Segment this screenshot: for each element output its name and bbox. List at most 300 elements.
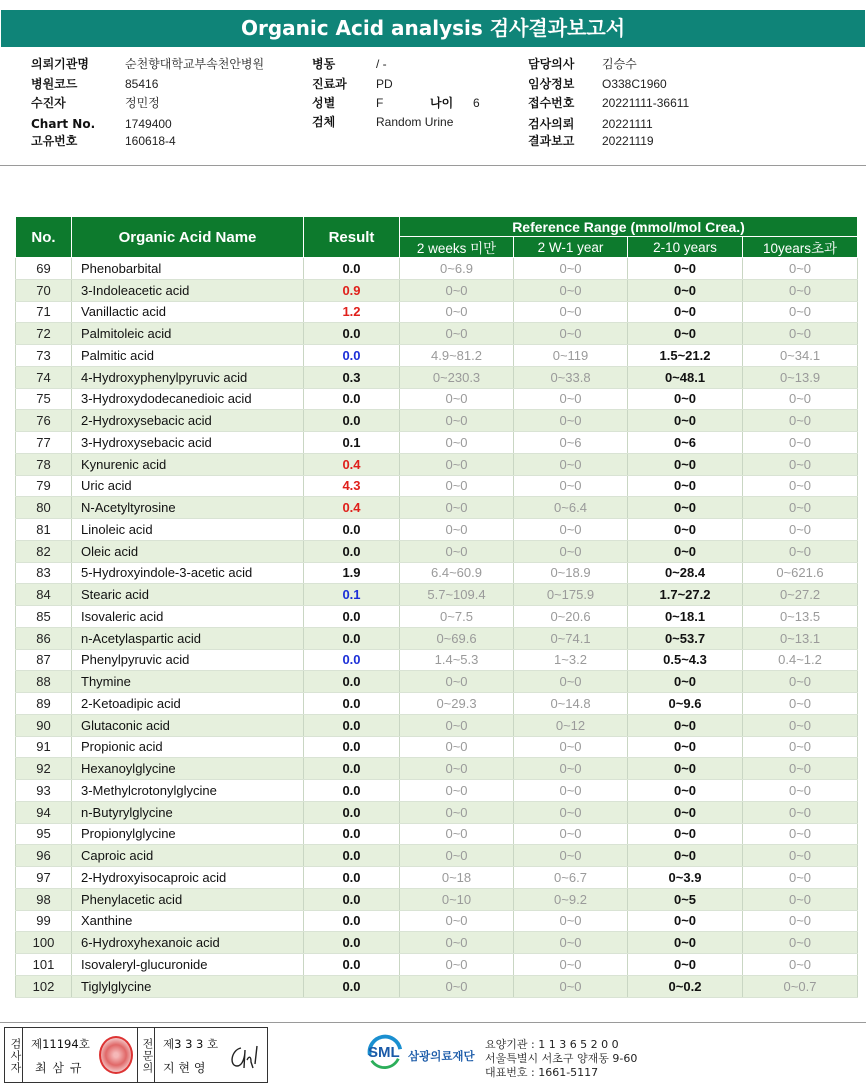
cell-range-1: 0~0 [400, 279, 514, 301]
cell-result: 0.0 [304, 519, 400, 541]
cell-range-4: 0~0 [743, 519, 858, 541]
cell-result: 0.0 [304, 736, 400, 758]
cell-result: 0.0 [304, 888, 400, 910]
info-label: 검사의뢰 [528, 117, 575, 131]
cell-result: 0.4 [304, 453, 400, 475]
table-row [16, 453, 858, 475]
cell-range-2: 0~33.8 [514, 366, 628, 388]
cell-range-1: 0~0 [400, 954, 514, 976]
cell-range-3: 0~0 [628, 671, 743, 693]
table-row [16, 584, 858, 606]
cell-range-4: 0~13.9 [743, 366, 858, 388]
cell-result: 0.0 [304, 758, 400, 780]
address-line: 서울특별시 서초구 양재동 9-60 [485, 1052, 638, 1065]
cell-result: 0.0 [304, 823, 400, 845]
cell-range-1: 0~0 [400, 758, 514, 780]
cell-no: 82 [16, 540, 72, 562]
table-row [16, 279, 858, 301]
cell-range-4: 0~0 [743, 867, 858, 889]
cell-range-1: 0~0 [400, 519, 514, 541]
cell-range-4: 0~0 [743, 388, 858, 410]
examiner-number: 제11194호 [31, 1037, 90, 1051]
cell-name: Vanillactic acid [72, 301, 304, 323]
age-label: 나이 [430, 96, 454, 110]
cell-range-1: 0~0 [400, 845, 514, 867]
cell-name: Kynurenic acid [72, 453, 304, 475]
cell-range-2: 0~0 [514, 279, 628, 301]
cell-no: 76 [16, 410, 72, 432]
cell-range-3: 0~9.6 [628, 693, 743, 715]
cell-result: 0.0 [304, 671, 400, 693]
cell-range-1: 0~0 [400, 714, 514, 736]
cell-name: Propionic acid [72, 736, 304, 758]
cell-range-3: 0~0 [628, 258, 743, 280]
cell-range-3: 0~48.1 [628, 366, 743, 388]
cell-range-2: 0~18.9 [514, 562, 628, 584]
table-row [16, 606, 858, 628]
cell-range-4: 0~0 [743, 845, 858, 867]
cell-range-3: 0~0 [628, 497, 743, 519]
cell-name: 2-Hydroxyisocaproic acid [72, 867, 304, 889]
cell-name: Palmitic acid [72, 345, 304, 367]
cell-range-3: 0~0 [628, 845, 743, 867]
cell-name: 4-Hydroxyphenylpyruvic acid [72, 366, 304, 388]
info-label: 담당의사 [528, 57, 575, 71]
cell-range-1: 0~0 [400, 736, 514, 758]
cell-range-1: 0~29.3 [400, 693, 514, 715]
col-header-range-2: 2 W-1 year [514, 237, 628, 258]
cell-name: Phenylpyruvic acid [72, 649, 304, 671]
cell-range-3: 0~0 [628, 823, 743, 845]
cell-name: Tiglylglycine [72, 975, 304, 997]
cell-no: 93 [16, 780, 72, 802]
cell-result: 0.0 [304, 693, 400, 715]
cell-range-1: 0~0 [400, 801, 514, 823]
info-value: F [376, 96, 384, 110]
cell-name: Uric acid [72, 475, 304, 497]
table-row [16, 975, 858, 997]
info-value: O338C1960 [602, 77, 667, 91]
info-label: 임상정보 [528, 77, 575, 91]
info-label: 접수번호 [528, 96, 575, 110]
results-table [15, 216, 858, 998]
cell-name: Isovaleryl-glucuronide [72, 954, 304, 976]
cell-range-3: 0~6 [628, 432, 743, 454]
cell-range-2: 0~0 [514, 323, 628, 345]
cell-name: 2-Ketoadipic acid [72, 693, 304, 715]
cell-no: 84 [16, 584, 72, 606]
cell-name: Linoleic acid [72, 519, 304, 541]
cell-range-4: 0~0 [743, 736, 858, 758]
cell-result: 0.0 [304, 345, 400, 367]
cell-result: 0.0 [304, 801, 400, 823]
cell-no: 91 [16, 736, 72, 758]
signature-icon [227, 1042, 263, 1072]
cell-name: Hexanoylglycine [72, 758, 304, 780]
cell-range-3: 0~5 [628, 888, 743, 910]
table-row [16, 258, 858, 280]
table-row [16, 954, 858, 976]
cell-range-2: 0~0 [514, 845, 628, 867]
cell-range-3: 0~0 [628, 910, 743, 932]
cell-name: Oleic acid [72, 540, 304, 562]
table-row [16, 301, 858, 323]
cell-range-3: 0~0 [628, 932, 743, 954]
info-label: 검체 [312, 115, 336, 129]
col-header-reference: Reference Range (mmol/mol Crea.) [400, 217, 858, 237]
cell-range-2: 0~0 [514, 540, 628, 562]
cell-no: 90 [16, 714, 72, 736]
cell-range-1: 0~0 [400, 388, 514, 410]
cell-result: 0.0 [304, 649, 400, 671]
cell-range-1: 0~0 [400, 910, 514, 932]
cell-no: 77 [16, 432, 72, 454]
cell-range-2: 0~0 [514, 975, 628, 997]
cell-result: 0.0 [304, 714, 400, 736]
cell-range-2: 0~12 [514, 714, 628, 736]
cell-range-2: 0~74.1 [514, 627, 628, 649]
cell-no: 78 [16, 453, 72, 475]
cell-result: 0.0 [304, 258, 400, 280]
cell-range-2: 0~119 [514, 345, 628, 367]
table-row [16, 497, 858, 519]
info-label: 병동 [312, 57, 336, 71]
cell-name: 3-Hydroxydodecanedioic acid [72, 388, 304, 410]
organization-name: 삼광의료재단 [408, 1051, 475, 1063]
cell-range-4: 0~0 [743, 497, 858, 519]
cell-range-3: 0~0 [628, 780, 743, 802]
cell-result: 0.0 [304, 845, 400, 867]
info-label: 의뢰기관명 [31, 57, 89, 71]
table-row [16, 867, 858, 889]
cell-range-3: 0.5~4.3 [628, 649, 743, 671]
cell-range-1: 0~0 [400, 671, 514, 693]
cell-no: 92 [16, 758, 72, 780]
col-header-range-1: 2 weeks 미만 [400, 237, 514, 258]
cell-range-3: 0~0 [628, 301, 743, 323]
info-value: 김승수 [602, 57, 637, 71]
cell-range-1: 0~0 [400, 497, 514, 519]
cell-result: 0.3 [304, 366, 400, 388]
specialist-number: 제3 3 3 호 [163, 1037, 219, 1051]
cell-no: 95 [16, 823, 72, 845]
cell-range-2: 0~6.7 [514, 867, 628, 889]
table-row [16, 671, 858, 693]
table-row [16, 714, 858, 736]
cell-range-1: 0~10 [400, 888, 514, 910]
cell-range-3: 1.7~27.2 [628, 584, 743, 606]
cell-name: Caproic acid [72, 845, 304, 867]
cell-range-2: 0~0 [514, 910, 628, 932]
cell-range-4: 0~27.2 [743, 584, 858, 606]
cell-range-1: 0~6.9 [400, 258, 514, 280]
table-row [16, 475, 858, 497]
cell-range-3: 0~28.4 [628, 562, 743, 584]
cell-range-4: 0~0 [743, 888, 858, 910]
cell-no: 99 [16, 910, 72, 932]
cell-range-4: 0~0 [743, 671, 858, 693]
cell-range-1: 0~0 [400, 410, 514, 432]
cell-range-4: 0~0 [743, 693, 858, 715]
cell-range-3: 0~0 [628, 279, 743, 301]
info-value: PD [376, 77, 393, 91]
cell-name: Isovaleric acid [72, 606, 304, 628]
signature-box [4, 1027, 268, 1083]
info-label: Chart No. [31, 117, 96, 131]
cell-range-3: 0~0 [628, 475, 743, 497]
cell-range-4: 0~0 [743, 540, 858, 562]
cell-no: 87 [16, 649, 72, 671]
table-row [16, 366, 858, 388]
cell-name: Phenylacetic acid [72, 888, 304, 910]
cell-range-4: 0~13.5 [743, 606, 858, 628]
cell-name: Palmitoleic acid [72, 323, 304, 345]
info-label: 병원코드 [31, 77, 78, 91]
footer-divider [0, 1022, 866, 1023]
col-header-range-3: 2-10 years [628, 237, 743, 258]
cell-range-4: 0~0 [743, 453, 858, 475]
cell-name: 5-Hydroxyindole-3-acetic acid [72, 562, 304, 584]
cell-range-4: 0~0 [743, 823, 858, 845]
cell-range-2: 0~0 [514, 453, 628, 475]
cell-no: 102 [16, 975, 72, 997]
cell-name: Propionylglycine [72, 823, 304, 845]
cell-name: Glutaconic acid [72, 714, 304, 736]
cell-name: 3-Hydroxysebacic acid [72, 432, 304, 454]
cell-range-2: 0~0 [514, 388, 628, 410]
cell-result: 0.0 [304, 975, 400, 997]
cell-no: 97 [16, 867, 72, 889]
table-row [16, 345, 858, 367]
cell-range-2: 0~0 [514, 758, 628, 780]
cell-range-2: 0~0 [514, 519, 628, 541]
cell-range-2: 1~3.2 [514, 649, 628, 671]
cell-range-3: 0~0.2 [628, 975, 743, 997]
table-row [16, 323, 858, 345]
cell-range-4: 0~0 [743, 954, 858, 976]
info-label: 결과보고 [528, 134, 575, 148]
cell-range-1: 0~18 [400, 867, 514, 889]
table-row [16, 562, 858, 584]
cell-range-1: 0~69.6 [400, 627, 514, 649]
cell-range-1: 6.4~60.9 [400, 562, 514, 584]
cell-range-3: 0~0 [628, 540, 743, 562]
cell-no: 88 [16, 671, 72, 693]
info-label: 진료과 [312, 77, 347, 91]
cell-no: 101 [16, 954, 72, 976]
cell-range-2: 0~14.8 [514, 693, 628, 715]
cell-name: Thymine [72, 671, 304, 693]
cell-result: 0.0 [304, 410, 400, 432]
table-row [16, 845, 858, 867]
specialist-label: 전문의 [137, 1028, 155, 1082]
cell-range-4: 0~0 [743, 258, 858, 280]
cell-name: Stearic acid [72, 584, 304, 606]
table-row [16, 649, 858, 671]
cell-range-3: 0~53.7 [628, 627, 743, 649]
cell-no: 86 [16, 627, 72, 649]
table-row [16, 758, 858, 780]
cell-range-2: 0~0 [514, 475, 628, 497]
cell-range-4: 0~0 [743, 801, 858, 823]
cell-no: 94 [16, 801, 72, 823]
table-row [16, 823, 858, 845]
cell-range-1: 0~0 [400, 823, 514, 845]
cell-range-3: 0~0 [628, 519, 743, 541]
cell-no: 74 [16, 366, 72, 388]
cell-no: 98 [16, 888, 72, 910]
cell-name: 2-Hydroxysebacic acid [72, 410, 304, 432]
cell-range-4: 0.4~1.2 [743, 649, 858, 671]
cell-result: 0.1 [304, 432, 400, 454]
col-header-range-4: 10years초과 [743, 237, 858, 258]
info-label: 성별 [312, 96, 336, 110]
age-value: 6 [473, 96, 480, 110]
cell-range-1: 0~0 [400, 301, 514, 323]
table-row [16, 519, 858, 541]
cell-name: Phenobarbital [72, 258, 304, 280]
info-label: 고유번호 [31, 134, 78, 148]
cell-range-2: 0~0 [514, 410, 628, 432]
cell-range-2: 0~0 [514, 736, 628, 758]
cell-range-4: 0~0 [743, 279, 858, 301]
cell-no: 72 [16, 323, 72, 345]
cell-result: 0.4 [304, 497, 400, 519]
cell-name: n-Butyrylglycine [72, 801, 304, 823]
table-row [16, 388, 858, 410]
cell-name: Xanthine [72, 910, 304, 932]
cell-range-1: 0~0 [400, 540, 514, 562]
cell-range-1: 0~230.3 [400, 366, 514, 388]
cell-name: 6-Hydroxyhexanoic acid [72, 932, 304, 954]
cell-range-3: 0~0 [628, 954, 743, 976]
table-row [16, 888, 858, 910]
cell-range-1: 0~0 [400, 932, 514, 954]
address-line: 대표번호 : 1661-5117 [485, 1066, 599, 1079]
table-row [16, 540, 858, 562]
cell-name: 3-Methylcrotonylglycine [72, 780, 304, 802]
cell-result: 0.0 [304, 388, 400, 410]
results-body [16, 258, 858, 998]
cell-range-1: 0~0 [400, 453, 514, 475]
report-title: Organic Acid analysis 검사결과보고서 [1, 10, 865, 47]
cell-range-4: 0~0 [743, 475, 858, 497]
cell-range-2: 0~6 [514, 432, 628, 454]
cell-result: 0.0 [304, 323, 400, 345]
cell-range-3: 0~0 [628, 388, 743, 410]
cell-range-3: 0~0 [628, 410, 743, 432]
cell-range-2: 0~0 [514, 301, 628, 323]
cell-range-2: 0~0 [514, 780, 628, 802]
examiner-label: 검사자 [5, 1028, 23, 1082]
cell-no: 89 [16, 693, 72, 715]
cell-range-1: 5.7~109.4 [400, 584, 514, 606]
cell-range-2: 0~0 [514, 932, 628, 954]
cell-name: 3-Indoleacetic acid [72, 279, 304, 301]
cell-range-4: 0~0 [743, 410, 858, 432]
cell-range-4: 0~0 [743, 432, 858, 454]
table-row [16, 801, 858, 823]
cell-result: 0.9 [304, 279, 400, 301]
info-value: 1749400 [125, 117, 172, 131]
cell-range-1: 1.4~5.3 [400, 649, 514, 671]
cell-range-2: 0~0 [514, 671, 628, 693]
cell-no: 81 [16, 519, 72, 541]
cell-no: 73 [16, 345, 72, 367]
cell-range-4: 0~0 [743, 301, 858, 323]
examiner-seal-icon [99, 1036, 133, 1074]
cell-range-2: 0~0 [514, 954, 628, 976]
patient-info-header [0, 47, 866, 166]
cell-result: 0.0 [304, 932, 400, 954]
cell-name: n-Acetylaspartic acid [72, 627, 304, 649]
cell-range-4: 0~0 [743, 323, 858, 345]
table-row [16, 432, 858, 454]
cell-range-2: 0~0 [514, 801, 628, 823]
cell-range-4: 0~0 [743, 714, 858, 736]
cell-result: 0.0 [304, 954, 400, 976]
table-row [16, 693, 858, 715]
table-row [16, 736, 858, 758]
cell-name: N-Acetyltyrosine [72, 497, 304, 519]
cell-range-2: 0~20.6 [514, 606, 628, 628]
info-value: 순천향대학교부속천안병원 [125, 57, 265, 71]
cell-no: 75 [16, 388, 72, 410]
cell-range-2: 0~175.9 [514, 584, 628, 606]
info-label: 수진자 [31, 96, 66, 110]
table-row [16, 627, 858, 649]
col-header-result: Result [304, 217, 400, 258]
cell-result: 0.0 [304, 540, 400, 562]
cell-range-1: 4.9~81.2 [400, 345, 514, 367]
cell-range-3: 0~0 [628, 714, 743, 736]
cell-no: 71 [16, 301, 72, 323]
cell-no: 85 [16, 606, 72, 628]
address-line: 요양기관 : 1 1 3 6 5 2 0 0 [485, 1038, 619, 1051]
cell-result: 1.9 [304, 562, 400, 584]
table-row [16, 932, 858, 954]
cell-range-1: 0~0 [400, 432, 514, 454]
info-value: 20221111 [602, 117, 653, 131]
specialist-name: 지 현 영 [163, 1061, 206, 1075]
cell-range-3: 0~0 [628, 736, 743, 758]
cell-result: 0.0 [304, 627, 400, 649]
cell-no: 100 [16, 932, 72, 954]
cell-range-4: 0~0 [743, 910, 858, 932]
logo-text: SML [368, 1044, 400, 1061]
cell-range-3: 0~18.1 [628, 606, 743, 628]
cell-no: 69 [16, 258, 72, 280]
cell-no: 70 [16, 279, 72, 301]
col-header-no: No. [16, 217, 72, 258]
table-row [16, 910, 858, 932]
cell-range-1: 0~7.5 [400, 606, 514, 628]
cell-range-4: 0~0 [743, 932, 858, 954]
cell-range-4: 0~621.6 [743, 562, 858, 584]
table-row [16, 410, 858, 432]
cell-range-3: 0~0 [628, 758, 743, 780]
info-value: 20221111-36611 [602, 96, 690, 110]
cell-result: 0.0 [304, 780, 400, 802]
cell-result: 0.0 [304, 606, 400, 628]
cell-range-1: 0~0 [400, 780, 514, 802]
cell-range-3: 1.5~21.2 [628, 345, 743, 367]
cell-no: 80 [16, 497, 72, 519]
cell-range-4: 0~0 [743, 780, 858, 802]
cell-range-4: 0~0.7 [743, 975, 858, 997]
cell-range-4: 0~0 [743, 758, 858, 780]
info-value: 85416 [125, 77, 159, 91]
